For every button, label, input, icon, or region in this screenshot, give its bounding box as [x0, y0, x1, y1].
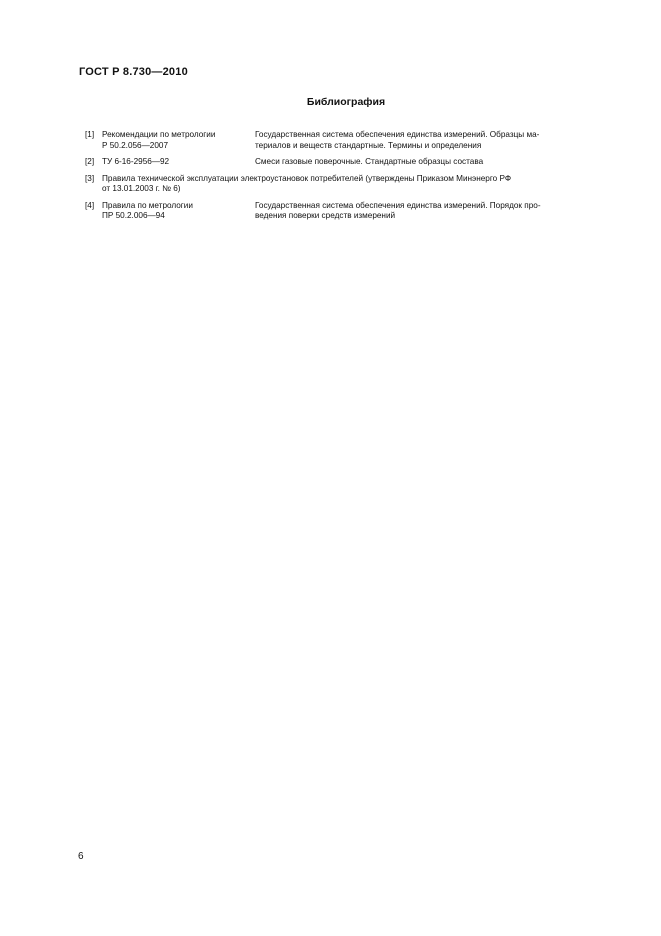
entry-designation-line: Рекомендации по метрологии: [102, 130, 216, 139]
page-number: 6: [78, 851, 84, 862]
entry-designation: [102, 130, 255, 151]
entry-designation: [102, 157, 255, 168]
entry-title-line: териалов и веществ стандартные. Термины и определения: [255, 140, 482, 150]
entry-title-line: Смеси газовые поверочные. Стандартные образцы состава: [255, 157, 484, 166]
bibliography-entry: [85, 130, 612, 151]
entry-designation-line: ТУ 6-16-2956—92: [102, 157, 170, 166]
bibliography-entry: [85, 201, 612, 222]
document-code-header: ГОСТ Р 8.730—2010: [79, 66, 188, 78]
bibliography-entry: [85, 157, 612, 168]
entry-text-line: от 13.01.2003 г. № 6): [102, 184, 181, 193]
section-title: Библиография: [306, 96, 386, 108]
entry-designation-line: ПР 50.2.006—94: [102, 211, 165, 220]
entry-designation-line: Р 50.2.056—2007: [102, 140, 169, 150]
entry-designation-line: Правила по метрологии: [102, 200, 193, 210]
entry-title-line: Государственная система обеспечения единства измерений. Образцы ма-: [255, 130, 540, 139]
entry-title-line: ведения поверки средств измерений: [255, 211, 396, 220]
entry-designation: [102, 201, 255, 222]
entry-title-line: Государственная система обеспечения единства измерений. Порядок про-: [255, 200, 541, 210]
entry-number: [2]: [85, 157, 95, 166]
entry-number: [3]: [85, 173, 95, 183]
bibliography-entry: [85, 174, 612, 195]
entry-title: [255, 130, 612, 151]
entry-title: [255, 157, 612, 168]
entry-text-line: Правила технической эксплуатации электроустановок потребителей (утверждены Приказом Минэнерго РФ: [102, 173, 512, 183]
entry-full-text: [102, 174, 612, 195]
entry-title: [255, 201, 612, 222]
entry-number: [4]: [85, 200, 95, 210]
entry-number: [1]: [85, 130, 95, 139]
bibliography-list: [85, 130, 612, 228]
